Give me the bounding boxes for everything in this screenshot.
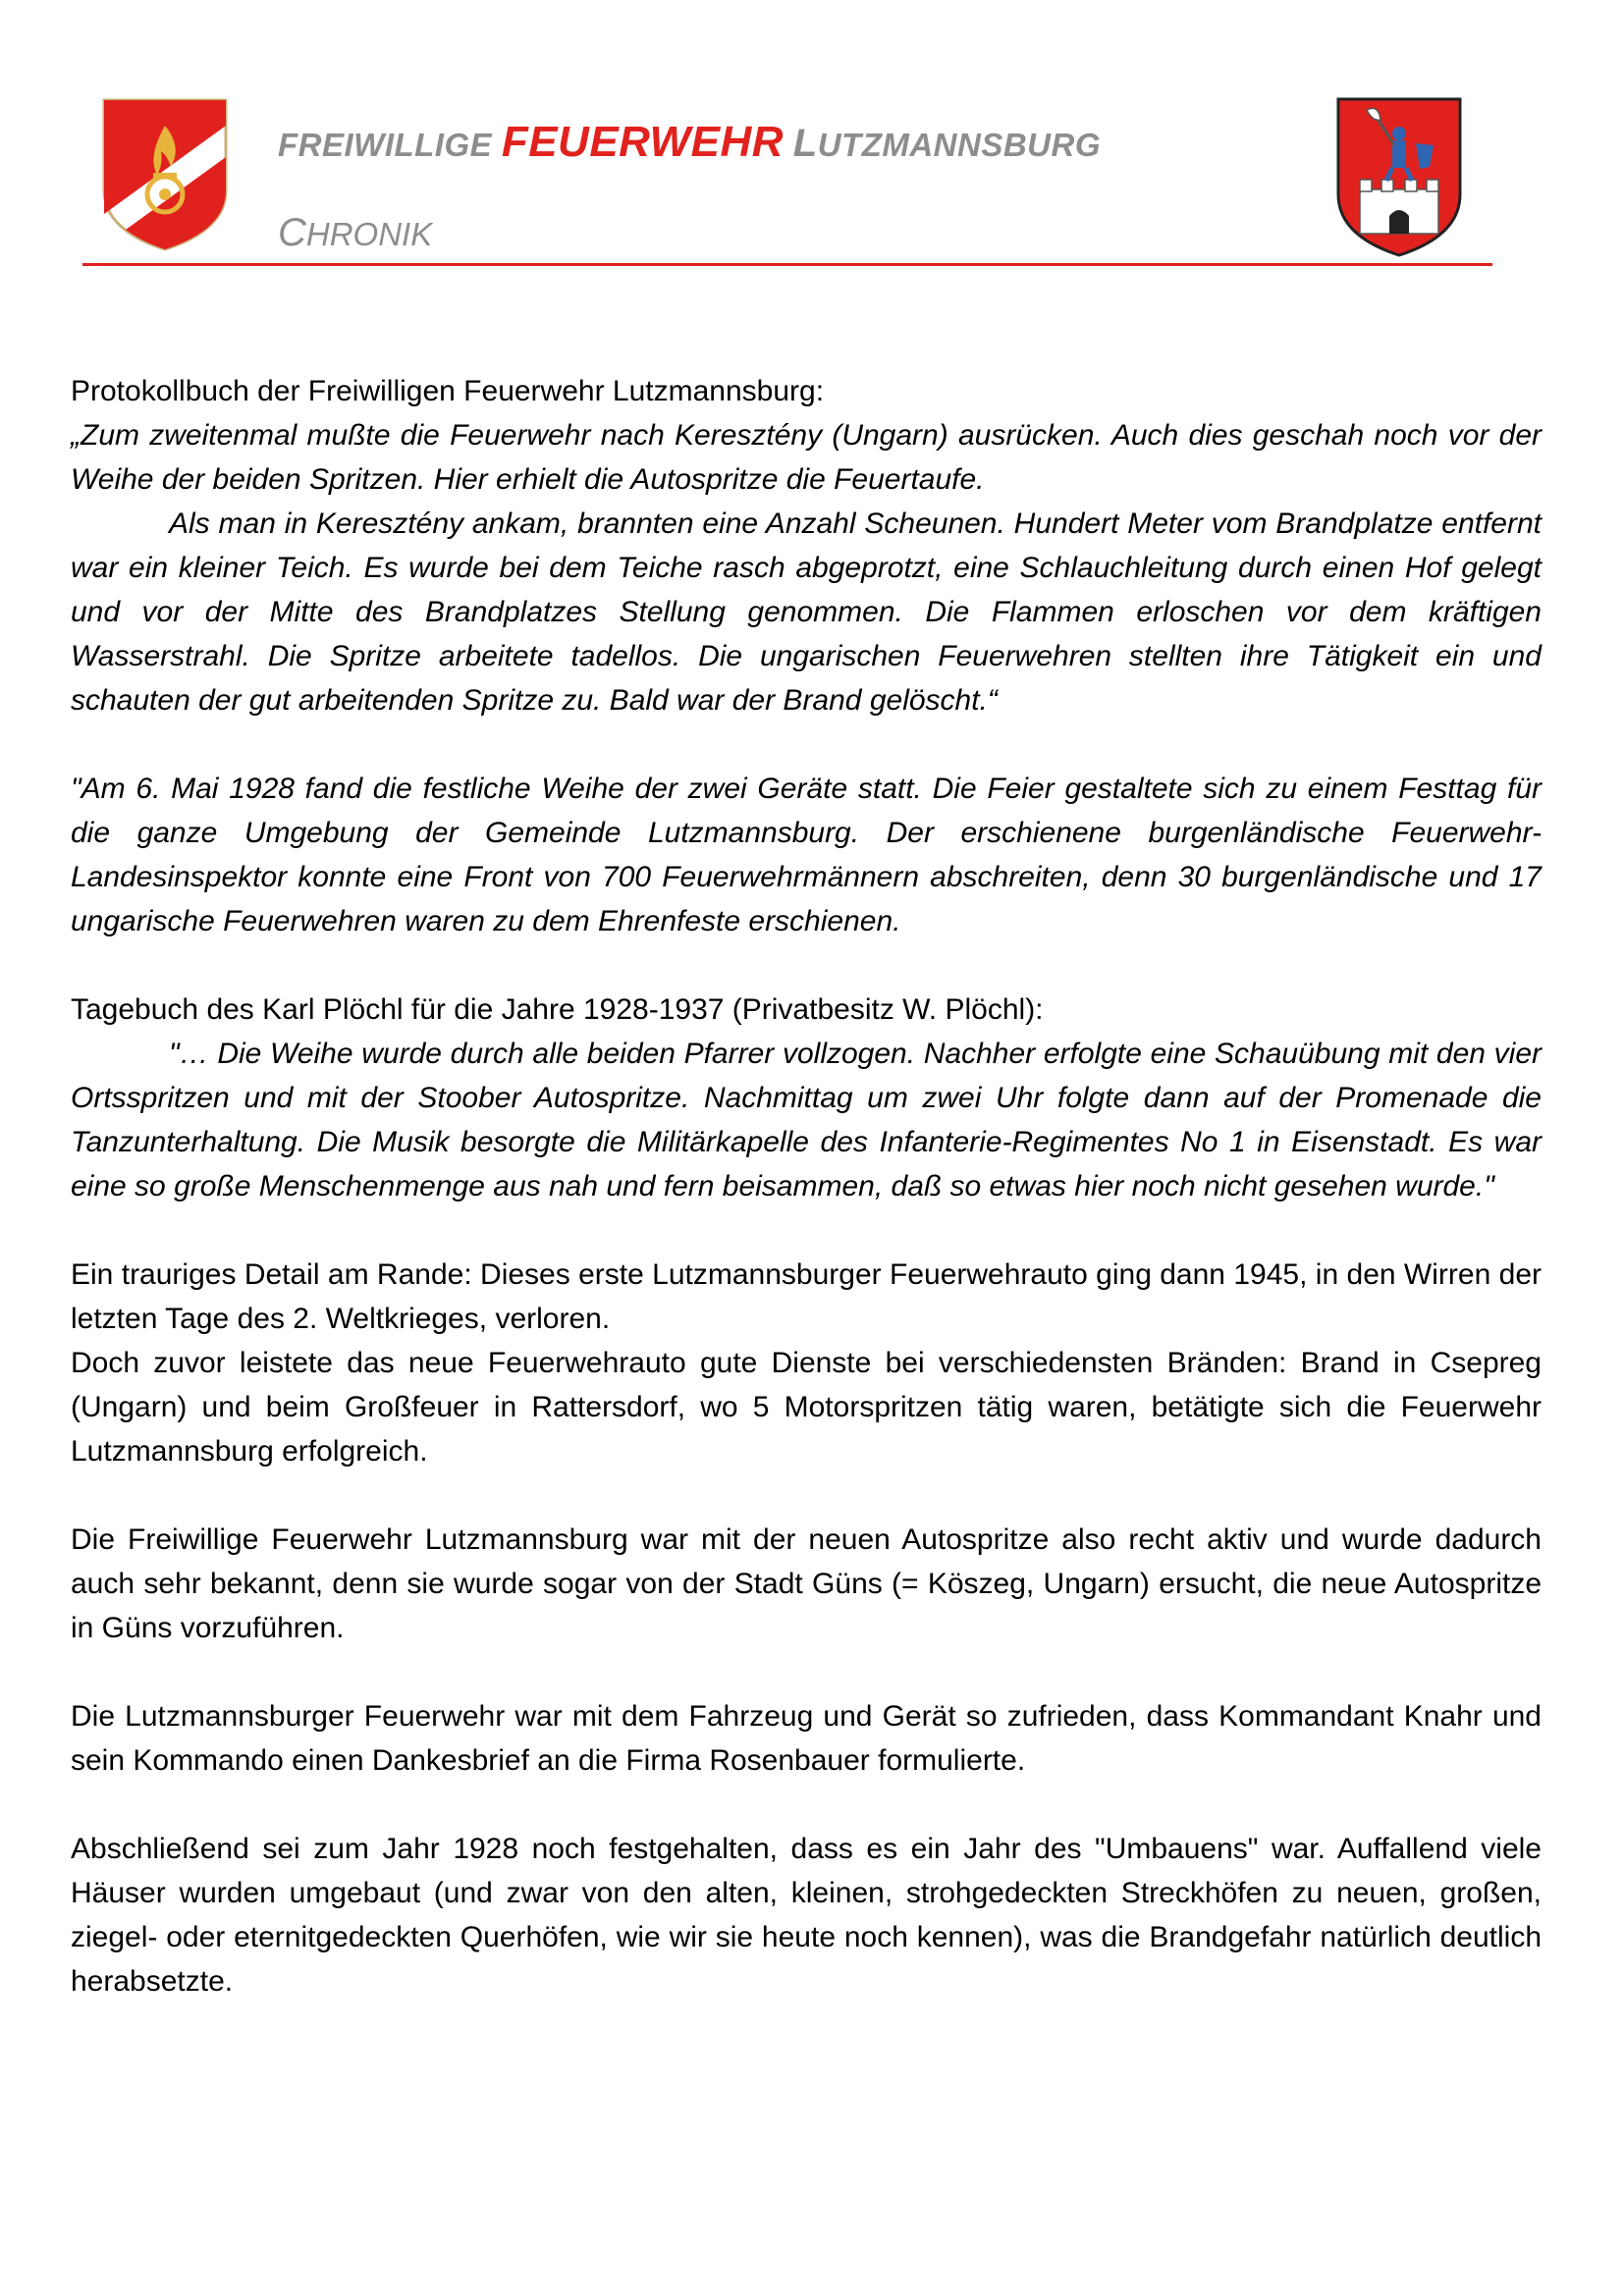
- paragraph-fires: Doch zuvor leistete das neue Feuerwehrauto gute Dienste bei verschiedensten Bränden: Brand in Csepreg (Ungarn) und beim Großfeuer in Rattersdorf, wo 5 Motorspritzen tätig waren, betätigte sich die Feuerwehr Lutzmannsburg erfolgreich.: [71, 1347, 1542, 1468]
- header-divider: [82, 263, 1492, 266]
- document-body: [71, 369, 1542, 2003]
- paragraph-guens: Die Freiwillige Feuerwehr Lutzmannsburg war mit der neuen Autospritze also recht aktiv und wurde dadurch auch sehr bekannt, denn sie wurde sogar von der Stadt Güns (= Köszeg, Ungarn) ersucht, die neue Autospritze in Güns vorzuführen.: [71, 1523, 1542, 1644]
- paragraph-quote-4: "… Die Weihe wurde durch alle beiden Pfarrer vollzogen. Nachher erfolgte eine Schauübung mit den vier Ortsspritzen und mit der Stoober Autospritze. Nachmittag um zwei Uhr folgte dann auf der Promenade die Tanzunterhaltung. Die Musik besorgte die Militärkapelle des Infanterie-Regimentes No 1 in Eisenstadt. Es war eine so große Menschenmenge aus nah und fern beisammen, daß so etwas hier noch nicht gesehen wurde.": [71, 1038, 1542, 1202]
- paragraph-source-tagebuch: Tagebuch des Karl Plöchl für die Jahre 1928-1937 (Privatbesitz W. Plöchl):: [71, 993, 1044, 1026]
- paragraph-quote-1: „Zum zweitenmal mußte die Feuerwehr nach Keresztény (Ungarn) ausrücken. Auch dies geschah noch vor der Weihe der beiden Spritzen. Hier erhielt die Autospritze die Feuertaufe.: [71, 419, 1542, 496]
- paragraph-umbau: Abschließend sei zum Jahr 1928 noch festgehalten, dass es ein Jahr des "Umbauens" war. Auffallend viele Häuser wurden umgebaut (und zwar von den alten, kleinen, strohgedeckten Streckhöfen zu neuen, großen, ziegel- oder eternitgedeckten Querhöfen, wie wir sie heute noch kennen), was die Brandgefahr natürlich deutlich herabsetzte.: [71, 1833, 1542, 1998]
- organization-title: FREIWILLIGE FEUERWEHR LUTZMANNSBURG: [278, 118, 1102, 166]
- paragraph-rosenbauer: Die Lutzmannsburger Feuerwehr war mit dem Fahrzeug und Gerät so zufrieden, dass Kommandant Knahr und sein Kommando einen Dankesbrief an die Firma Rosenbauer formulierte.: [71, 1700, 1542, 1777]
- page-header: [0, 0, 1624, 275]
- fire-brigade-emblem-icon: [102, 96, 228, 251]
- paragraph-source-protokoll: Protokollbuch der Freiwilligen Feuerwehr Lutzmannsburg:: [71, 375, 825, 407]
- paragraph-quote-2: Als man in Keresztény ankam, brannten eine Anzahl Scheunen. Hundert Meter vom Brandplatze entfernt war ein kleiner Teich. Es wurde bei dem Teiche rasch abgeprotzt, eine Schlauchleitung durch einen Hof gelegt und vor der Mitte des Brandplatzes Stellung genommen. Die Flammen erloschen vor dem kräftigen Wasserstrahl. Die Spritze arbeitete tadellos. Die ungarischen Feuerwehren stellten ihre Tätigkeit ein und schauten der gut arbeitenden Spritze zu. Bald war der Brand gelöscht.“: [71, 507, 1542, 717]
- section-subtitle: CHRONIK: [278, 211, 433, 254]
- coat-of-arms-icon: [1335, 96, 1463, 258]
- paragraph-quote-3: "Am 6. Mai 1928 fand die festliche Weihe der zwei Geräte statt. Die Feier gestaltete sich zu einem Festtag für die ganze Umgebung der Gemeinde Lutzmannsburg. Der erschienene burgenländische Feuerwehr-Landesinspektor konnte eine Front von 700 Feuerwehrmännern abschreiten, denn 30 burgenländische und 17 ungarische Feuerwehren waren zu dem Ehrenfeste erschienen.: [71, 773, 1542, 937]
- title-highlight: FEUERWEHR: [501, 118, 785, 166]
- paragraph-detail: Ein trauriges Detail am Rande: Dieses erste Lutzmannsburger Feuerwehrauto ging dann 1945, in den Wirren der letzten Tage des 2. Weltkrieges, verloren.: [71, 1258, 1542, 1335]
